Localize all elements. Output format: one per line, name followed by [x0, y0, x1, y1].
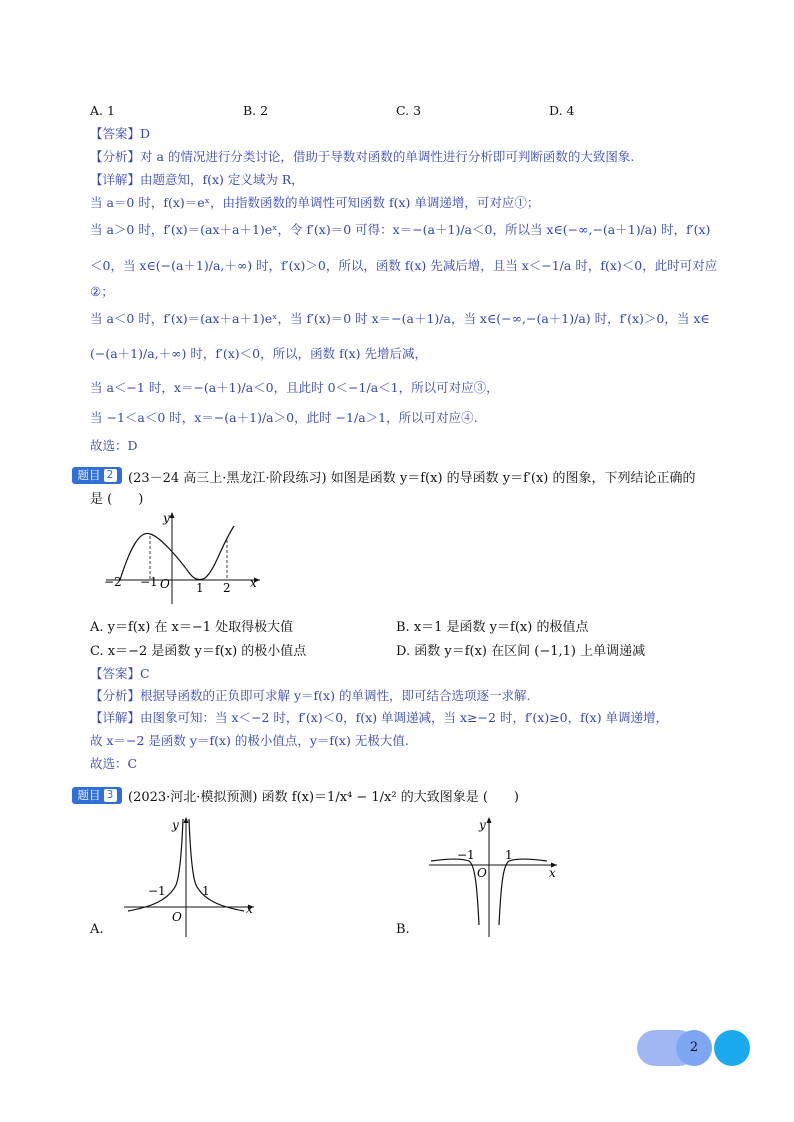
- q3-graph-a: [120, 815, 260, 940]
- tick-neg1: −1: [457, 848, 475, 862]
- curve-right: [189, 819, 244, 911]
- q1-detail-line: ②；: [90, 284, 114, 299]
- q2-answer: 【答案】C: [90, 666, 150, 681]
- q2-option-c: C. x＝−2 是函数 y＝f(x) 的极小值点: [90, 644, 307, 659]
- q2-option-d: D. 函数 y＝f(x) 在区间 (−1,1) 上单调递减: [396, 644, 646, 659]
- graph-b-label: B.: [396, 922, 410, 937]
- graph-a-label: A.: [90, 922, 104, 937]
- y-axis-arrow: [184, 817, 189, 823]
- q1-detail-line: 当 a＞0 时，f′(x)＝(ax＋a＋1)eˣ，令 f′(x)＝0 可得：x＝−(a＋1)/a＜0，所以当 x∈(−∞,−(a＋1)/a) 时，f′(x): [90, 222, 711, 237]
- curve-right: [499, 859, 547, 925]
- question-tag: [72, 467, 122, 484]
- q2-stem-cont: 是 ( ): [90, 492, 144, 507]
- q2-detail-line: 故 x＝−2 是函数 y＝f(x) 的极小值点，y＝f(x) 无极大值.: [90, 733, 409, 748]
- option-a: A. 1: [90, 103, 115, 118]
- q1-detail-line: 故选：D: [90, 438, 138, 453]
- tick-1: 1: [202, 884, 210, 898]
- q2-analysis: 【分析】根据导函数的正负即可求解 y＝f(x) 的单调性，即可结合选项逐一求解.: [90, 688, 531, 703]
- q2-detail-line: 【详解】由图象可知：当 x＜−2 时，f′(x)＜0，f(x) 单调递减，当 x≥−2 时，f′(x)≥0，f(x) 单调递增，: [90, 710, 669, 725]
- q1-detail-line: 【详解】由题意知，f(x) 定义域为 R，: [90, 172, 304, 187]
- q2-option-b: B. x＝1 是函数 y＝f(x) 的极值点: [396, 620, 589, 635]
- question-tag-label: 题目: [77, 468, 101, 482]
- q1-detail-line: 当 a＜0 时，f′(x)＝(ax＋a＋1)eˣ，当 f′(x)＝0 时 x＝−(a＋1)/a，当 x∈(−∞,−(a＋1)/a) 时，f′(x)＞0，当 x∈: [90, 311, 710, 326]
- q2-choice: 故选：C: [90, 756, 138, 771]
- question-number: 3: [104, 789, 117, 802]
- q3-graph-b: [425, 815, 565, 940]
- question-number: 2: [104, 469, 117, 482]
- page-number: 2: [676, 1030, 712, 1066]
- q1-answer: 【答案】D: [90, 126, 151, 141]
- y-label: y: [479, 818, 486, 832]
- derivative-curve: [120, 526, 234, 580]
- q1-detail-line: 当 a＜−1 时，x＝−(a＋1)/a＜0，且此时 0＜−1/a＜1，所以可对应③，: [90, 380, 499, 395]
- tick-neg1: −1: [140, 575, 158, 589]
- page-badge-right: [714, 1030, 750, 1066]
- tick-1: 1: [196, 581, 204, 595]
- x-label: x: [246, 902, 253, 916]
- origin-label: O: [477, 866, 487, 880]
- q2-derivative-graph: [100, 508, 270, 608]
- question-tag-label: 题目: [77, 788, 101, 802]
- tick-2: 2: [223, 581, 231, 595]
- option-b: B. 2: [243, 103, 269, 118]
- q1-detail-line: ＜0，当 x∈(−(a＋1)/a,＋∞) 时，f′(x)＞0，所以，函数 f(x) 先减后增，且当 x＜−1/a 时，f(x)＜0，此时可对应: [90, 258, 718, 273]
- q3-stem: (2023·河北·模拟预测) 函数 f(x)＝1/x⁴ − 1/x² 的大致图象是 ( ): [128, 790, 519, 805]
- tick-1: 1: [505, 848, 513, 862]
- option-c: C. 3: [396, 103, 422, 118]
- option-d: D. 4: [549, 103, 575, 118]
- tick-neg2: −2: [104, 575, 122, 589]
- x-label: x: [549, 866, 556, 880]
- y-label: y: [163, 511, 170, 525]
- question-tag: [72, 787, 122, 804]
- y-axis-arrow: [487, 817, 492, 823]
- q1-detail-line: 当 a＝0 时，f(x)＝eˣ，由指数函数的单调性可知函数 f(x) 单调递增，可对应①；: [90, 195, 540, 210]
- q2-stem: (23－24 高三上·黑龙江·阶段练习) 如图是函数 y＝f(x) 的导函数 y＝f′(x) 的图象，下列结论正确的: [128, 471, 696, 486]
- origin-label: O: [172, 910, 182, 924]
- y-axis-arrow: [170, 512, 175, 518]
- q1-detail-line: (−(a＋1)/a,＋∞) 时，f′(x)＜0，所以，函数 f(x) 先增后减，: [90, 346, 428, 361]
- tick-neg1: −1: [148, 884, 166, 898]
- q1-detail-line: 当 −1＜a＜0 时，x＝−(a＋1)/a＞0，此时 −1/a＞1，所以可对应④.: [90, 410, 478, 425]
- x-label: x: [250, 576, 257, 590]
- curve-left: [431, 859, 479, 925]
- y-label: y: [172, 818, 179, 832]
- q1-analysis: 【分析】对 a 的情况进行分类讨论，借助于导数对函数的单调性进行分析即可判断函数的大致图象.: [90, 149, 635, 164]
- origin-label: O: [160, 577, 170, 591]
- q2-option-a: A. y＝f(x) 在 x＝−1 处取得极大值: [90, 620, 294, 635]
